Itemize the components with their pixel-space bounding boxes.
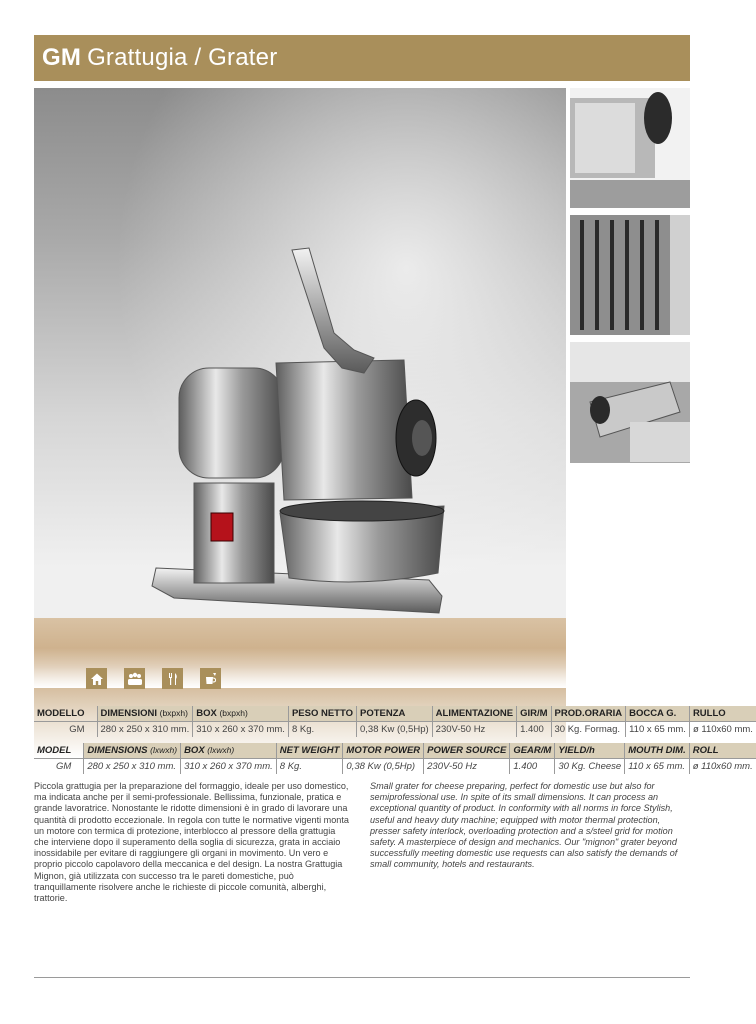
col-rpm: GIR/M	[517, 706, 551, 722]
col-mouth: MOUTH DIM.	[625, 743, 690, 759]
model-code: GM	[42, 44, 82, 71]
col-roll: RULLO	[689, 706, 756, 722]
grater-machine-illustration	[34, 88, 566, 688]
col-model: MODELLO	[34, 706, 97, 722]
col-yield: YIELD/h	[555, 743, 625, 759]
product-name: Grattugia / Grater	[87, 44, 278, 71]
description-italian: Piccola grattugia per la preparazione del formaggio, ideale per uso domestico, ma indicata anche per il semi-professionale. Bellissima, funzionale, pratica e grande lavoratrice. Nonostante le ridotte dimensioni è in grado di lavorare una quantità di prodotto eccezionale. In regola con tutte le normative vigenti monta un motore con termica di protezione, interblocco al pressore della grattugia che interviene dopo il superamento della soglia di sicurezza, grata in acciaio inossidabile per evitare di raggiungere gli organi in movimento. Un vero e proprio piccolo capolavoro della meccanica e del design. La nostra Grattugia Mignon, già utilizzata con successo tra le pareti domestiche, può tranquillamente risolvere anche le richieste di piccole comunità, alberghi, trattorie.	[34, 781, 349, 904]
col-weight: PESO NETTO	[288, 706, 356, 722]
col-supply: POWER SOURCE	[424, 743, 510, 759]
col-power: MOTOR POWER	[343, 743, 424, 759]
description-english: Small grater for cheese preparing, perfect for domestic use but also for semiprofessional use. In spite of its small dimensions. It can process an exceptional quantity of product. In conformity with all norms in force Stylish, useful and heavy duty machine; equipped with motor thermal protection, presser safety interlock, overloading protection and a s/steel grid for motion safety. A masterpiece of design and mechanics. Our "mignon" grater beyond successfully meeting domestic use requests can also satisfy the demands of small community, hotels and restaurants.	[370, 781, 678, 870]
bottom-divider	[34, 977, 690, 978]
col-supply: ALIMENTAZIONE	[432, 706, 516, 722]
home-icon	[86, 668, 107, 689]
table-row: GM 280 x 250 x 310 mm. 310 x 260 x 370 mm. 8 Kg. 0,38 Kw (0,5Hp) 230V-50 Hz 1.400 30 Kg. Cheese 110 x 65 mm. ø 110x60 mm.	[34, 759, 756, 775]
spec-table-italian	[34, 706, 756, 737]
spec-header-row	[34, 706, 756, 722]
restaurant-icon	[162, 668, 183, 689]
table-row: GM 280 x 250 x 310 mm. 310 x 260 x 370 mm. 8 Kg. 0,38 Kw (0,5Hp) 230V-50 Hz 1.400 30 Kg. Formag. 110 x 65 mm. ø 110x60 mm.	[34, 722, 756, 738]
col-dimensions: DIMENSIONS (lxwxh)	[84, 743, 181, 759]
col-box: BOX (lxwxh)	[181, 743, 277, 759]
detail-photo-grater-drum	[570, 215, 690, 335]
spec-table-english	[34, 743, 756, 774]
col-box: BOX (bxpxh)	[193, 706, 289, 722]
col-mouth: BOCCA G.	[626, 706, 690, 722]
col-roll: ROLL	[689, 743, 756, 759]
page-title	[42, 44, 277, 72]
detail-photo-presser	[570, 342, 690, 463]
cafe-icon	[200, 668, 221, 689]
usage-icons	[86, 668, 221, 689]
col-power: POTENZA	[357, 706, 433, 722]
col-yield: PROD.ORARIA	[551, 706, 626, 722]
col-model: MODEL	[34, 743, 84, 759]
col-weight: NET WEIGHT	[276, 743, 343, 759]
product-photo	[34, 88, 566, 688]
spec-header-row	[34, 743, 756, 759]
col-dimensions: DIMENSIONI (bxpxh)	[97, 706, 193, 722]
col-rpm: GEAR/M	[510, 743, 555, 759]
page-header	[34, 35, 690, 81]
detail-photo-top	[570, 88, 690, 208]
community-icon	[124, 668, 145, 689]
